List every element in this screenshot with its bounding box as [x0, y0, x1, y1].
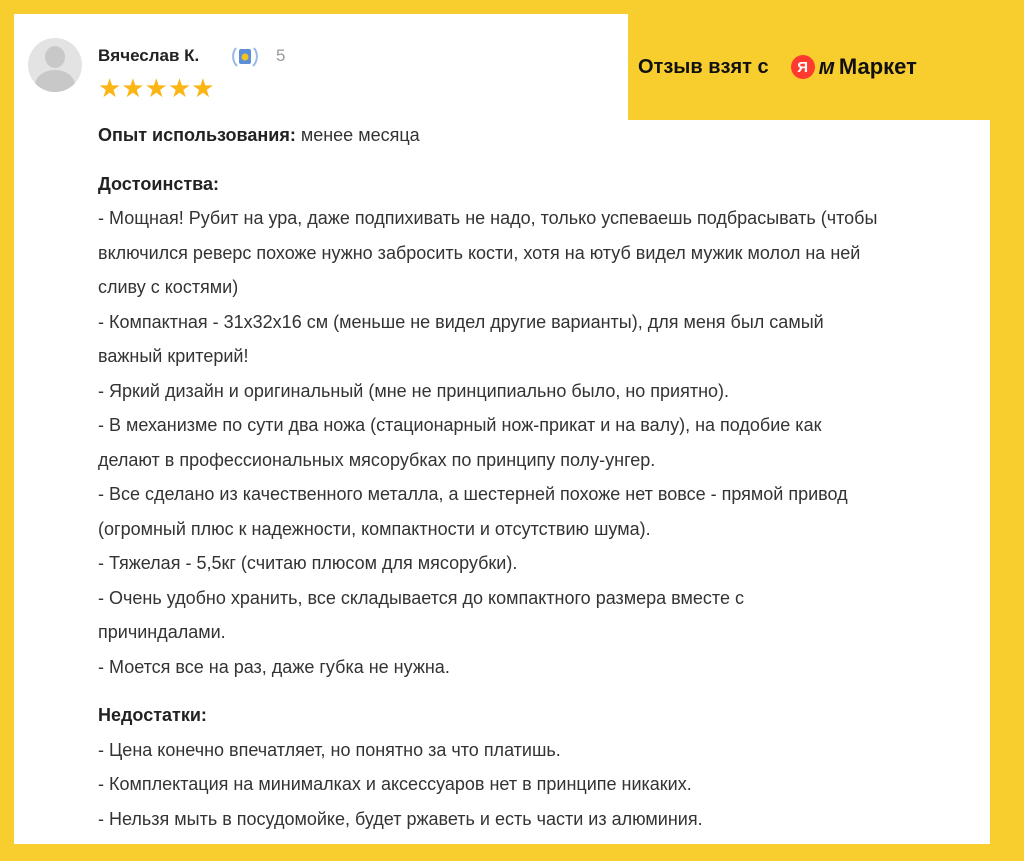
avatar-body-shape [35, 70, 75, 92]
review-body [98, 118, 978, 836]
usage-value: менее месяца [300, 125, 420, 145]
laurel-badge-icon [230, 44, 260, 70]
pros-line: - Очень удобно хранить, все складывается до компактного размера вместе с [98, 587, 744, 608]
pros-line: делают в профессиональных мясорубках по принципу полу-унгер. [98, 449, 656, 470]
avatar-head-shape [45, 46, 65, 68]
pros-line: - В механизме по сути два ножа (стационарный нож-прикат и на валу), на подобие как [98, 415, 822, 435]
rating-stars: ★★★★★ [98, 73, 215, 103]
review-card [14, 14, 990, 844]
cons-line: - Цена конечно впечатляет, но понятно за что платишь. [98, 739, 561, 760]
yandex-logo-icon: Я [791, 55, 815, 79]
pros-line: - Моется все на раз, даже губка не нужна. [98, 656, 450, 677]
market-m-icon: м [818, 54, 833, 79]
usage-row [98, 118, 978, 153]
pros-line: включился реверс похоже нужно забросить кости, хотя на ютуб видел мужик молол на ней [98, 242, 861, 263]
author-name[interactable]: Вячеслав К. [98, 46, 200, 65]
usage-label: Опыт использования: [98, 125, 296, 145]
pros-line: - Мощная! Рубит на ура, даже подпихивать не надо, только успеваешь подбрасывать (чтобы [98, 208, 878, 228]
market-name: Маркет [838, 54, 917, 79]
pros-line: - Все сделано из качественного металла, а шестерней похоже нет вовсе - прямой привод [98, 484, 848, 504]
badge-count: 5 [276, 46, 286, 65]
banner-text: Отзыв взят с [638, 55, 769, 78]
cons-title: Недостатки: [98, 705, 207, 725]
pros-title: Достоинства: [98, 173, 219, 194]
pros-line: - Тяжелая - 5,5кг (считаю плюсом для мясорубки). [98, 553, 518, 573]
cons-line: - Комплектация на минималках и аксессуаров нет в принципе никаких. [98, 774, 692, 794]
source-banner [628, 14, 1024, 120]
cons-list [98, 733, 978, 837]
pros-line: важный критерий! [98, 346, 249, 366]
pros-line: - Компактная - 31х32х16 см (меньше не видел другие варианты), для меня был самый [98, 311, 824, 332]
pros-line: (огромный плюс к надежности, компактности и отсутствию шума). [98, 518, 651, 539]
avatar[interactable] [28, 38, 82, 92]
cons-line: - Нельзя мыть в посудомойке, будет ржаветь и есть части из алюминия. [98, 808, 703, 829]
pros-list [98, 201, 978, 684]
pros-line: сливу с костями) [98, 277, 239, 297]
pros-line: причиндалами. [98, 622, 226, 642]
pros-line: - Яркий дизайн и оригинальный (мне не принципиально было, но приятно). [98, 380, 730, 401]
